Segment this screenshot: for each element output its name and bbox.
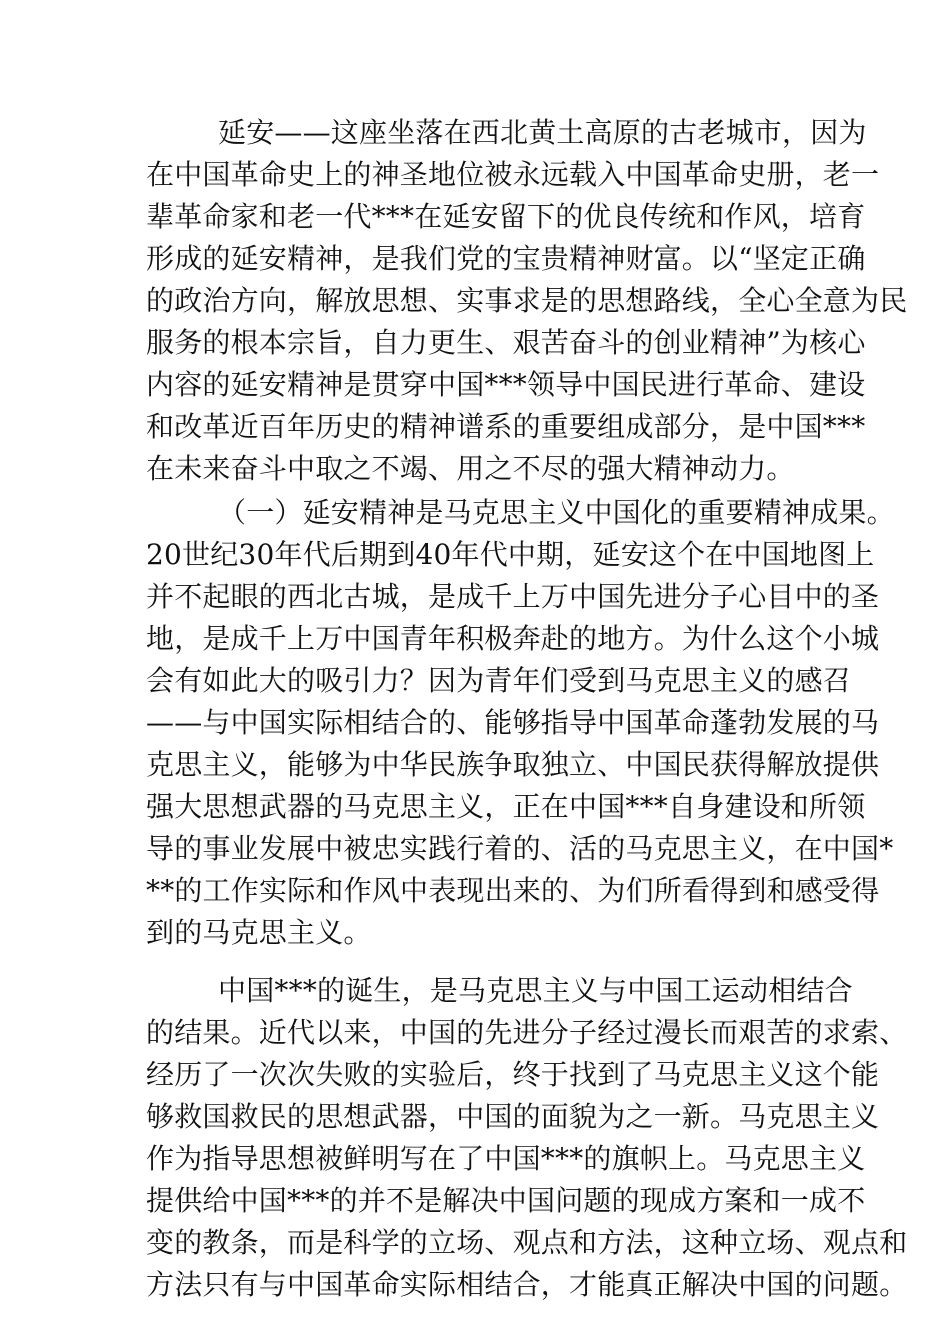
paragraph-1-line-5: 的政治方向，解放思想、实事求是的思想路线，全心全意为民 bbox=[146, 284, 908, 317]
paragraph-3-line-4: 够救国救民的思想武器，中国的面貌为之一新。马克思主义 bbox=[146, 1100, 880, 1133]
paragraph-3-line-2: 的结果。近代以来，中国的先进分子经过漫长而艰苦的求索、 bbox=[146, 1016, 908, 1049]
paragraph-2-line-9: 导的事业发展中被忠实践行着的、活的马克思主义，在中国* bbox=[146, 832, 894, 865]
paragraph-3-line-1: 中国***的诞生，是马克思主义与中国工运动相结合 bbox=[218, 974, 853, 1007]
paragraph-2-line-7: 克思主义，能够为中华民族争取独立、中国民获得解放提供 bbox=[146, 748, 880, 781]
paragraph-3-line-5: 作为指导思想被鲜明写在了中国***的旗帜上。马克思主义 bbox=[146, 1142, 866, 1175]
paragraph-3-line-3: 经历了一次次失败的实验后，终于找到了马克思主义这个能 bbox=[146, 1058, 880, 1091]
paragraph-1-line-4: 形成的延安精神，是我们党的宝贵精神财富。以“坚定正确 bbox=[146, 242, 866, 275]
paragraph-3-line-6: 提供给中国***的并不是解决中国问题的现成方案和一成不 bbox=[146, 1184, 866, 1217]
paragraph-2-line-8: 强大思想武器的马克思主义，正在中国***自身建设和所领 bbox=[146, 790, 866, 823]
paragraph-2-line-1: （一）延安精神是马克思主义中国化的重要精神成果。 bbox=[218, 496, 895, 529]
paragraph-2-line-11: 到的马克思主义。 bbox=[146, 916, 372, 949]
paragraph-1-line-3: 辈革命家和老一代***在延安留下的优良传统和作风，培育 bbox=[146, 200, 866, 233]
paragraph-3-line-7: 变的教条，而是科学的立场、观点和方法，这种立场、观点和 bbox=[146, 1226, 908, 1259]
paragraph-2-line-5: 会有如此大的吸引力？因为青年们受到马克思主义的感召 bbox=[146, 664, 852, 697]
paragraph-1-line-7: 内容的延安精神是贯穿中国***领导中国民进行革命、建设 bbox=[146, 368, 866, 401]
paragraph-1-line-1: 延安——这座坐落在西北黄土高原的古老城市，因为 bbox=[218, 116, 867, 149]
paragraph-1-line-9: 在未来奋斗中取之不竭、用之不尽的强大精神动力。 bbox=[146, 452, 795, 485]
paragraph-2-line-10: **的工作实际和作风中表现出来的、为们所看得到和感受得 bbox=[146, 874, 880, 907]
paragraph-2-line-4: 地，是成千上万中国青年积极奔赴的地方。为什么这个小城 bbox=[146, 622, 880, 655]
paragraph-2-line-2: 20世纪30年代后期到40年代中期，延安这个在中国地图上 bbox=[146, 538, 875, 571]
paragraph-3-line-8: 方法只有与中国革命实际相结合，才能真正解决中国的问题。 bbox=[146, 1268, 908, 1301]
paragraph-1-line-6: 服务的根本宗旨，自力更生、艰苦奋斗的创业精神”为核心 bbox=[146, 326, 866, 359]
paragraph-1-line-8: 和改革近百年历史的精神谱系的重要组成部分，是中国*** bbox=[146, 410, 866, 443]
paragraph-1-line-2: 在中国革命史上的神圣地位被永远载入中国革命史册，老一 bbox=[146, 158, 880, 191]
paragraph-2-line-6: ——与中国实际相结合的、能够指导中国革命蓬勃发展的马 bbox=[146, 706, 880, 739]
paragraph-2-line-3: 并不起眼的西北古城，是成千上万中国先进分子心目中的圣 bbox=[146, 580, 880, 613]
